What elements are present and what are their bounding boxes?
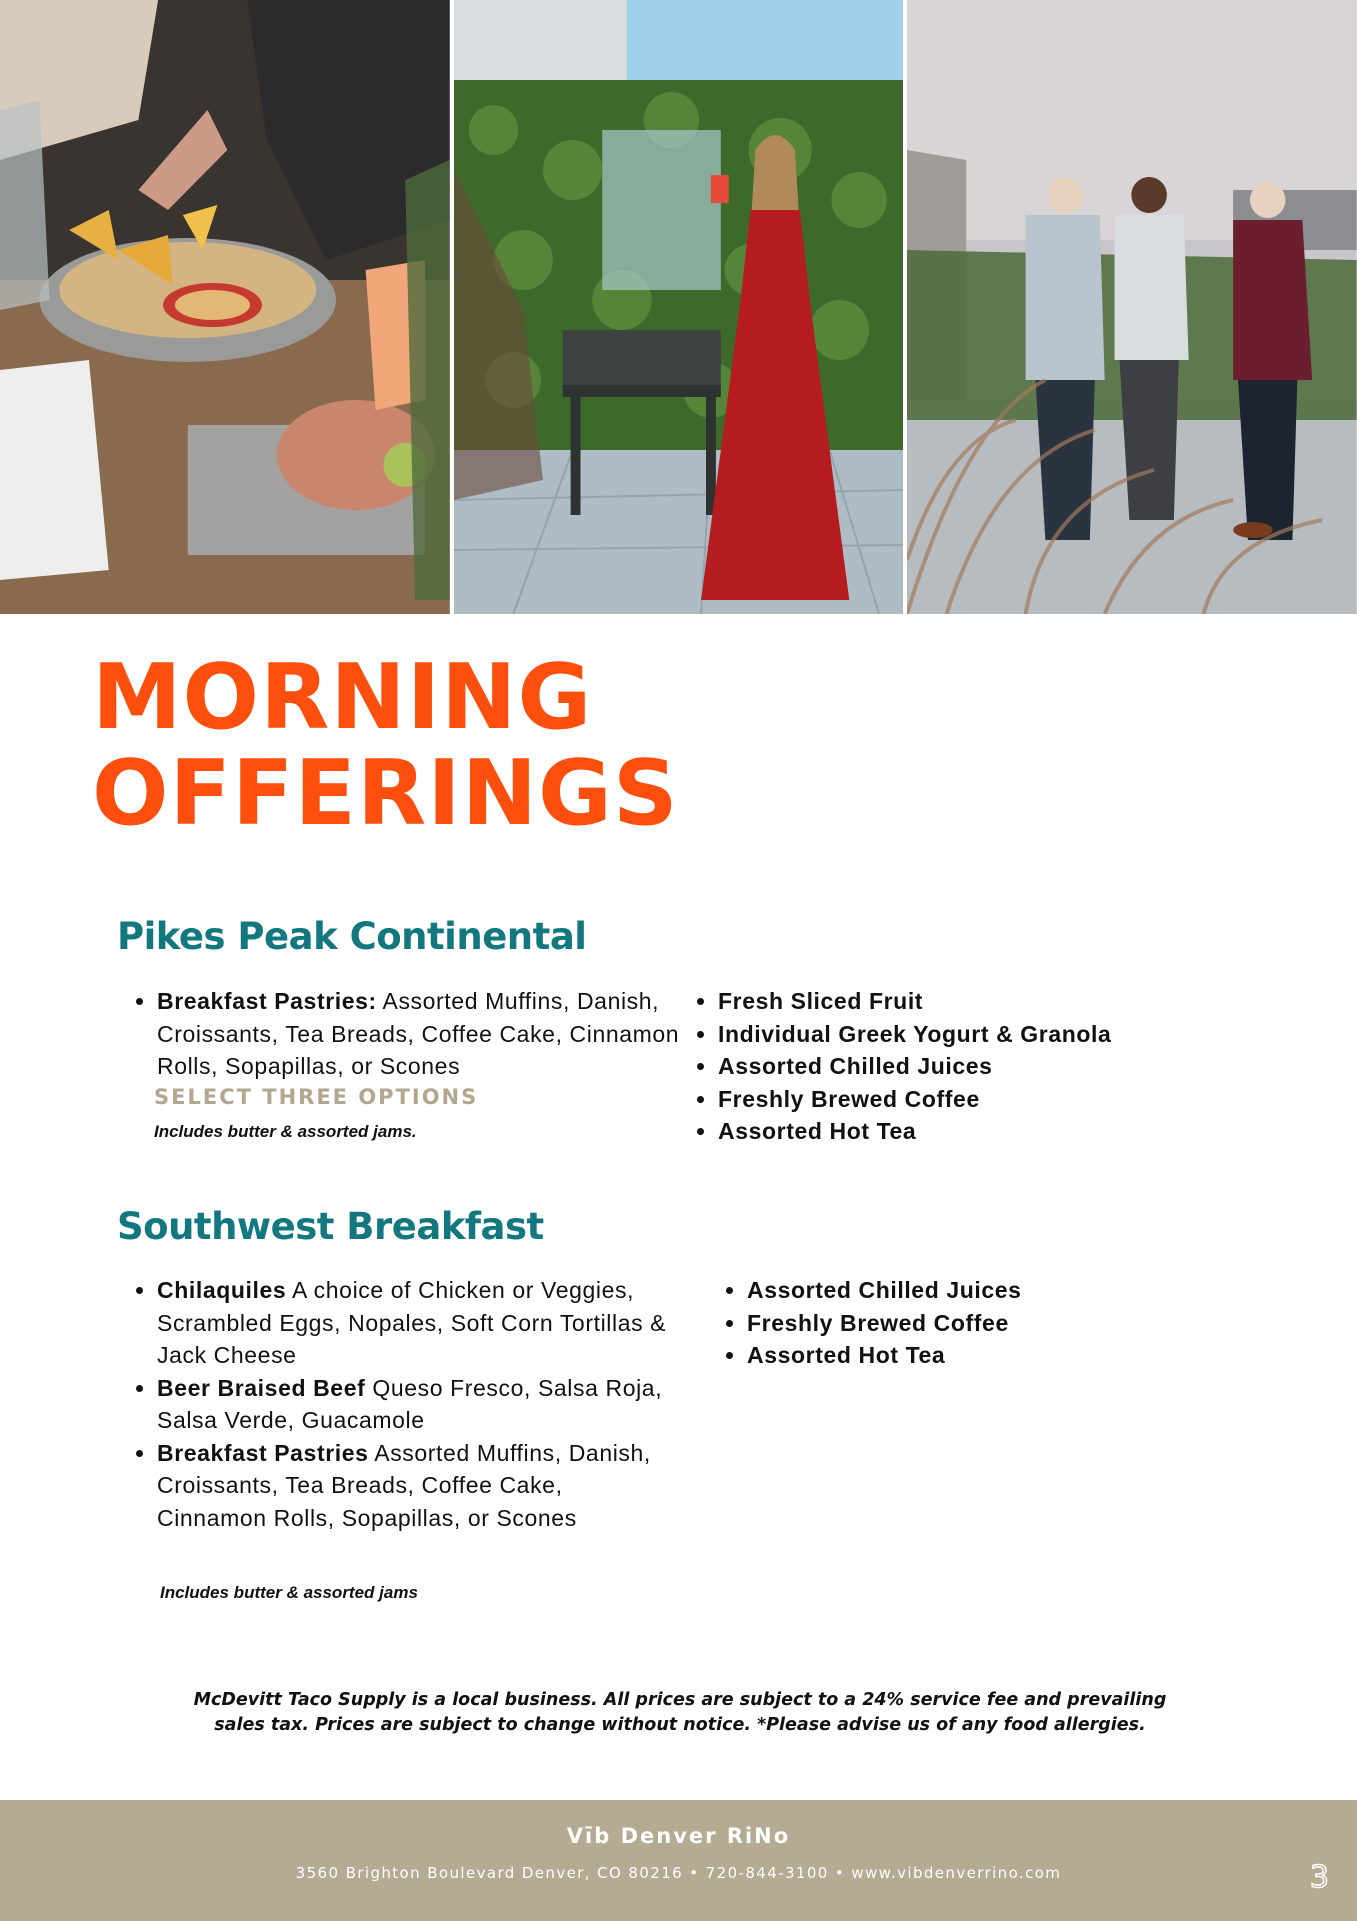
list-item: • Fresh Sliced Fruit (718, 985, 1338, 1018)
disclaimer (180, 1688, 1180, 1738)
page-number: 3 (1309, 1860, 1329, 1895)
item-description: Assorted Muffins, Danish, Croissants, Tea Breads, Coffee Cake, Cinnamon Rolls, Sopapillas, or Scones (157, 988, 680, 1079)
disclaimer-line-1: McDevitt Taco Supply is a local business. All prices are subject to a 24% service fee and prevailing (193, 1690, 1167, 1710)
list-item (157, 1274, 667, 1372)
photo-chips-and-salsa (0, 0, 450, 614)
list-item: • Freshly Brewed Coffee (747, 1307, 1347, 1340)
item-label: Breakfast Pastries (157, 1439, 369, 1466)
list-item: • Assorted Hot Tea (747, 1339, 1347, 1372)
photo-strip (0, 0, 1357, 614)
pikes-peak-heading: Pikes Peak Continental (117, 915, 587, 958)
venue-name: Vīb Denver RiNo (566, 1824, 791, 1848)
venue-address: 3560 Brighton Boulevard Denver, CO 80216 • 720-844-3100 • www.vibdenverrino.com (295, 1864, 1062, 1882)
footer (0, 1800, 1357, 1921)
list-item (157, 1437, 667, 1535)
item-label: Breakfast Pastries: (157, 988, 377, 1014)
list-item (157, 1372, 667, 1437)
photo-rooftop-group (907, 0, 1357, 614)
list-item: • Assorted Hot Tea (718, 1115, 1338, 1148)
pikes-peak-left-list (117, 985, 717, 1083)
page-title-line-2: OFFERINGS (92, 741, 679, 846)
list-item: • Individual Greek Yogurt & Granola (718, 1018, 1338, 1051)
item-description: Assorted Muffins, Danish, Croissants, Tea Breads, Coffee Cake, Cinnamon Rolls, Sopapillas, or Scones (157, 1439, 651, 1531)
southwest-heading: Southwest Breakfast (117, 1205, 544, 1248)
list-item (157, 985, 717, 1083)
photo-woman-red-dress (454, 0, 904, 614)
list-item: • Assorted Chilled Juices (747, 1274, 1347, 1307)
page-title-line-1: MORNING (92, 645, 593, 750)
item-description: A choice of Chicken or Veggies, Scrambled Eggs, Nopales, Soft Corn Tortillas & Jack Cheese (157, 1277, 667, 1368)
item-description: Queso Fresco, Salsa Roja, Salsa Verde, Guacamole (157, 1374, 663, 1433)
pikes-peak-right-list (678, 985, 1338, 1148)
item-label: Chilaquiles (157, 1277, 287, 1303)
disclaimer-line-2: sales tax. Prices are subject to change without notice. *Please advise us of any food allergies. (214, 1715, 1146, 1735)
pikes-peak-note: Includes butter & assorted jams. (154, 1122, 417, 1141)
southwest-left-list (117, 1274, 667, 1534)
southwest-note: Includes butter & assorted jams (160, 1583, 418, 1602)
list-item: • Freshly Brewed Coffee (718, 1083, 1338, 1116)
page-title (92, 645, 679, 846)
item-label: Beer Braised Beef (157, 1374, 366, 1401)
select-options-label: SELECT THREE OPTIONS (154, 1085, 479, 1109)
southwest-right-list (707, 1274, 1347, 1372)
list-item: • Assorted Chilled Juices (718, 1050, 1338, 1083)
